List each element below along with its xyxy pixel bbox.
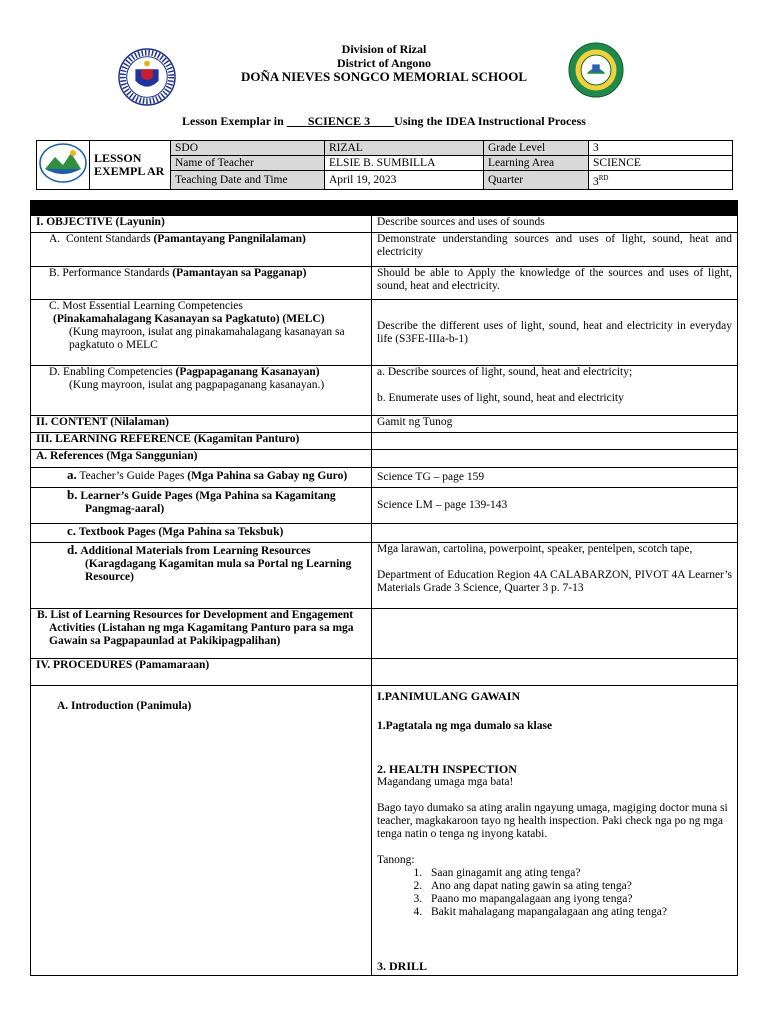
learning-area-value: SCIENCE xyxy=(589,156,733,171)
district-text: District of Angono xyxy=(337,55,431,70)
drill-title: 3. DRILL xyxy=(377,959,428,973)
quarter-value: 3RD xyxy=(589,171,733,190)
lesson-plan-table xyxy=(30,200,738,976)
question-item: 2. Ano ang dapat nating gawin sa ating tenga? xyxy=(425,880,732,893)
enabling-note: (Kung mayroon, isulat ang pagpapaganang kasanayan.) xyxy=(69,379,325,392)
enabling-b: b. Enumerate uses of light, sound, heat and electricity xyxy=(377,392,624,405)
teachers-guide-value: Science TG – page 159 xyxy=(372,467,738,487)
learning-reference-label: III. LEARNING REFERENCE (Kagamitan Panturo) xyxy=(36,433,300,446)
content-row xyxy=(31,415,738,432)
textbook-row: c. Textbook Pages (Mga Pahina sa Teksbuk) xyxy=(31,523,738,543)
content-standards-value: Demonstrate understanding sources and uses of light, sound, heat and electricity xyxy=(372,233,738,266)
content-standards-row: A. Content Standards (Pamantayang Pangnilalaman) Demonstrate understanding sources and uses of light, sound, heat and electricity xyxy=(31,233,738,266)
header-bar xyxy=(31,201,738,216)
school-header xyxy=(0,43,768,84)
deped-seal-icon xyxy=(118,48,176,106)
question-list xyxy=(377,867,732,919)
sdo-value: RIZAL xyxy=(325,141,484,156)
references-label: A. References (Mga Sanggunian) xyxy=(36,450,198,463)
objective-value: Describe sources and uses of sounds xyxy=(372,216,738,233)
teachers-guide-row: a. Teacher’s Guide Pages (Mga Pahina sa Gabay ng Guro) Science TG – page 159 xyxy=(31,467,738,487)
performance-standards-value: Should be able to Apply the knowledge of the sources and uses of light, sound, heat and electricity. xyxy=(372,266,738,299)
learning-area-label: Learning Area xyxy=(484,156,589,171)
panimulang-gawain-title: I.PANIMULANG GAWAIN xyxy=(377,688,521,703)
exemplar-suffix: Using the IDEA Instructional Process xyxy=(394,114,586,128)
melc-label: C. Most Essential Learning Competencies xyxy=(49,300,243,313)
teaching-date-value: April 19, 2023 xyxy=(325,171,484,190)
content-label: II. CONTENT (Nilalaman) xyxy=(36,415,170,428)
teacher-value: ELSIE B. SUMBILLA xyxy=(325,156,484,171)
region-logo-icon xyxy=(39,143,87,183)
exemplar-prefix: Lesson Exemplar in xyxy=(182,114,287,128)
attendance-text: 1.Pagtatala ng mga dumalo sa klase xyxy=(377,719,553,732)
health-inspection-title: 2. HEALTH INSPECTION xyxy=(377,761,517,776)
teaching-date-label: Teaching Date and Time xyxy=(171,171,325,190)
teacher-label: Name of Teacher xyxy=(171,156,325,171)
enabling-row: D. Enabling Competencies (Pagpapaganang Kasanayan) (Kung mayroon, isulat ang pagpapaganang kasanayan.) a. Describe sources of light, sound, heat and electricity; b. Enumerate uses of light, sound, heat and electricity xyxy=(31,366,738,416)
melc-note: (Kung mayroon, isulat ang pinakamahalagang kasanayan sa pagkatuto o MELC xyxy=(69,326,345,352)
greeting-text: Magandang umaga mga bata! xyxy=(377,775,514,788)
performance-standards-row: B. Performance Standards (Pamantayan sa Pagganap) Should be able to Apply the knowledge of the sources and uses of light, sound, heat and electricity. xyxy=(31,266,738,299)
exemplar-subject: SCIENCE 3 xyxy=(307,114,371,128)
melc-row xyxy=(31,300,738,366)
school-name: DOÑA NIEVES SONGCO MEMORIAL SCHOOL xyxy=(240,69,528,84)
health-paragraph: Bago tayo dumako sa ating aralin ngayung umaga, magiging doctor muna si teacher, magkakaroon tayo ng health inspection. Paki check nga po ng mga tenga natin o tenga ng inyong katabi. xyxy=(377,801,728,840)
learning-resources-list-row xyxy=(31,609,738,659)
sdo-label: SDO xyxy=(171,141,325,156)
learners-guide-row: b. Learner’s Guide Pages (Mga Pahina sa Kagamitang Pangmag-aaral) Science LM – page 139-143 xyxy=(31,487,738,523)
learners-guide-value: Science LM – page 139-143 xyxy=(372,487,738,523)
procedures-row xyxy=(31,658,738,685)
introduction-label: A. Introduction (Panimula) xyxy=(57,699,192,712)
introduction-row xyxy=(31,685,738,975)
grade-level-label: Grade Level xyxy=(484,141,589,156)
content-value: Gamit ng Tunog xyxy=(372,415,738,432)
division-text: Division of Rizal xyxy=(341,42,427,56)
additional-materials-row: d. Additional Materials from Learning Resources (Karagdagang Kagamitan mula sa Portal ng Learning Resource) Mga larawan, cartolina, powerpoint, speaker, pentelpen, scotch tape, Department of Education Region 4A CALABARZON, PIVOT 4A Learner’s Materials Grade 3 Science, Quarter 3 p. 7-13 xyxy=(31,543,738,609)
question-item: 3. Paano mo mapangalagaan ang iyong tenga? xyxy=(425,893,732,906)
objective-label: I. OBJECTIVE (Layunin) xyxy=(36,216,165,228)
question-item: 1. Saan ginagamit ang ating tenga? xyxy=(425,867,732,880)
enabling-a: a. Describe sources of light, sound, heat and electricity; xyxy=(377,366,633,379)
additional-materials-value-2: Department of Education Region 4A CALABARZON, PIVOT 4A Learner’s Materials Grade 3 Science, Quarter 3 p. 7-13 xyxy=(377,569,732,595)
quarter-label: Quarter xyxy=(484,171,589,190)
melc-value: Describe the different uses of light, sound, heat and electricity in everyday life (S3FE-IIIa-b-1) xyxy=(372,300,738,366)
grade-level-value: 3 xyxy=(589,141,733,156)
procedures-label: IV. PROCEDURES (Pamamaraan) xyxy=(36,658,210,671)
additional-materials-value-1: Mga larawan, cartolina, powerpoint, speaker, pentelpen, scotch tape, xyxy=(377,543,693,556)
lesson-exemplar-label: LESSON EXEMPL AR xyxy=(90,141,171,190)
learning-resources-list-label: B. List of Learning Resources for Development and Engagement Activities (Listahan ng mga Kagamitang Panturo para sa mga Gawain sa Pagpapaunlad at Pakikipagpalihan) xyxy=(37,609,354,648)
school-seal-icon xyxy=(568,42,624,98)
question-item: 4. Bakit mahalagang mapangalagaan ang ating tenga? xyxy=(425,906,732,919)
tanong-label: Tanong: xyxy=(377,853,415,866)
learning-reference-row xyxy=(31,433,738,450)
exemplar-title xyxy=(0,114,768,129)
references-row xyxy=(31,450,738,467)
logo-cell xyxy=(37,141,90,190)
melc-bold: (Pinakamahalagang Kasanayan sa Pagkatuto) (MELC) xyxy=(53,313,325,326)
lesson-info-table xyxy=(36,140,733,190)
objective-row xyxy=(31,216,738,233)
